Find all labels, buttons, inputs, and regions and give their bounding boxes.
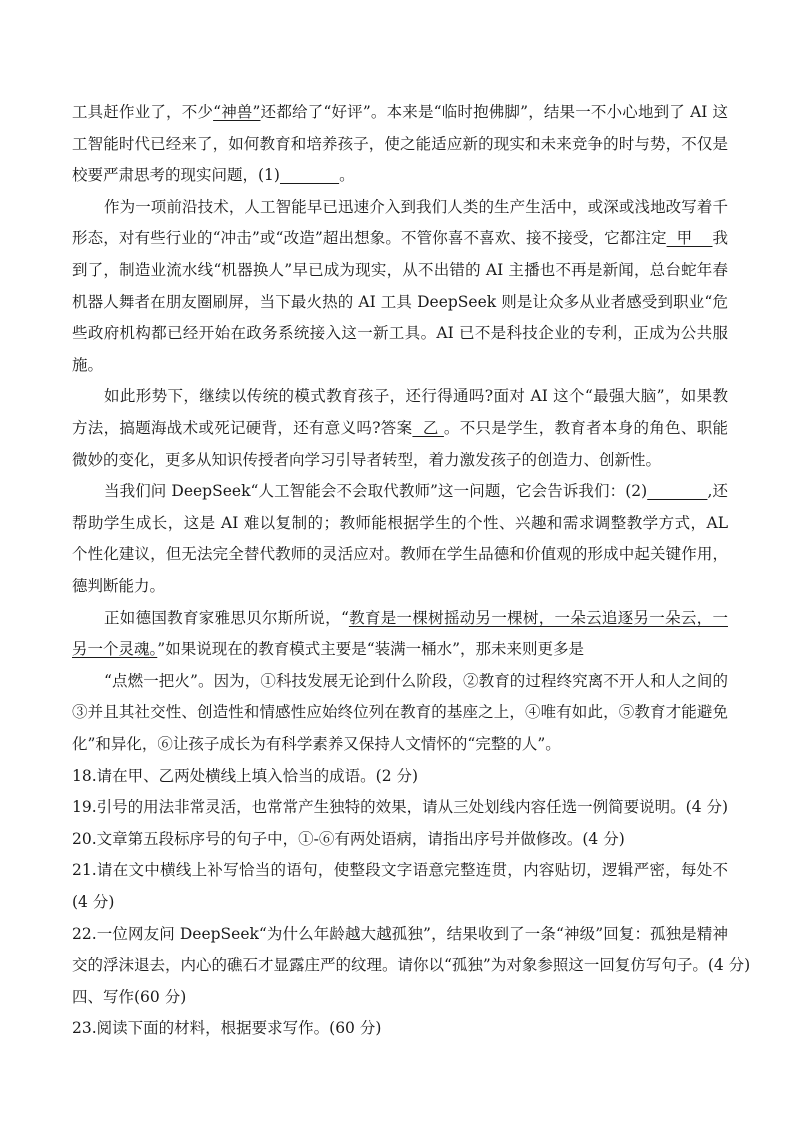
text-line [72, 322, 728, 344]
text-segment: 个性化建议，但无法完全替代教师的灵活应对。教师在学生品德和价值观的形成中起关键作用， [72, 545, 728, 564]
text-segment: ”如果说现在的教育模式主要是“装满一桶水”，那未来则更多是 [157, 640, 585, 659]
text-segment: 四、写作(60 分) [72, 987, 187, 1006]
text-line [72, 133, 728, 155]
underlined-text: “神兽” [213, 103, 261, 121]
text-line [72, 354, 728, 376]
text-segment: 我 [712, 229, 728, 248]
text-line [72, 986, 728, 1008]
underlined-text [647, 482, 707, 500]
text-segment: 。不只是学生，教育者本身的角色、职能 [443, 419, 728, 437]
text-segment: 作为一项前沿技术，人工智能早已迅速介入到我们人类的生产生活中，或深或浅地改写着千 [104, 197, 728, 216]
text-segment: 机器人舞者在朋友圈刷屏，当下最火热的 AI 工具 DeepSeek 则是让众多从业者感受到职业“危 [72, 292, 728, 311]
text-segment: 交的浮沫退去，内心的礁石才显露庄严的纹理。请你以“孤独”为对象参照这一回复仿写句子。(4 分) [72, 956, 751, 975]
text-line [72, 891, 728, 913]
text-segment: 23.阅读下面的材料，根据要求写作。(60 分) [72, 1019, 382, 1038]
text-segment: 到了，制造业流水线“机器换人”早已成为现实，从不出错的 AI 主播也不再是新闻，总台蛇年春 [72, 261, 728, 279]
text-line [72, 733, 728, 755]
text-line [72, 954, 751, 976]
text-segment: (4 分) [72, 893, 115, 911]
text-segment: 当我们问 DeepSeek“人工智能会不会取代教师”这一问题，它会告诉我们：(2) [104, 482, 648, 501]
text-line [72, 701, 728, 723]
text-segment: ,还 [707, 482, 728, 501]
text-line [104, 480, 728, 502]
text-segment: 方法，搞题海战术或死记硬背，还有意义吗?答案 [72, 419, 413, 437]
text-line [72, 164, 728, 186]
text-segment: 施。 [72, 355, 104, 374]
text-segment: 19.引号的用法非常灵活，也常常产生独特的效果，请从三处划线内容任选一例简要说明。(4 分) [72, 798, 729, 817]
text-line [72, 765, 728, 787]
text-segment: 如此形势下，继续以传统的模式教育孩子，还行得通吗?面对 AI 这个“最强大脑”，如果教 [104, 387, 728, 406]
text-segment: 22.一位网友问 DeepSeek“为什么年龄越大越孤独”，结果收到了一条“神级”回复：孤独是精神 [72, 924, 728, 943]
text-line [72, 923, 728, 945]
underlined-text: 教育是一棵树摇动另一棵树，一朵云追逐另一朵云，一 [348, 608, 728, 627]
text-line [72, 543, 728, 565]
text-line [72, 259, 728, 281]
text-segment: 形态，对有些行业的“冲击”或“改造”超出想象。不管你喜不喜欢、接不接受，它都注定 [72, 229, 667, 248]
text-line [104, 670, 728, 692]
text-line [72, 449, 728, 471]
text-segment: 德判断能力。 [72, 577, 166, 595]
text-segment: 些政府机构都已经开始在政务系统接入这一新工具。AI 已不是科技企业的专利，正成为公共服 [72, 324, 728, 343]
text-line [104, 196, 728, 218]
text-line [72, 512, 728, 534]
text-segment: 微妙的变化，更多从知识传授者向学习引导者转型，着力激发孩子的创造力、创新性。 [72, 450, 662, 469]
text-line [72, 828, 728, 850]
text-segment: ③并且其社交性、创造性和情感性应始终位列在教育的基座之上，④唯有如此，⑤教育才能避免 [72, 703, 728, 722]
text-segment: 正如德国教育家雅思贝尔斯所说，“ [104, 608, 349, 627]
text-segment: 。 [339, 166, 355, 185]
text-line [72, 227, 728, 249]
text-segment: 校要严肃思考的现实问题，(1) [72, 166, 280, 185]
underlined-text [280, 166, 339, 184]
text-segment: 20.文章第五段标序号的句子中，①-⑥有两处语病，请指出序号并做修改。(4 分) [72, 829, 625, 848]
text-segment: 工具赶作业了，不少 [72, 103, 214, 121]
text-segment: 18.请在甲、乙两处横线上填入恰当的成语。(2 分) [72, 766, 419, 785]
text-line [72, 575, 728, 597]
underlined-text: 另一个灵魂。 [72, 640, 158, 659]
text-segment: 帮助学生成长，这是 AI 难以复制的；教师能根据学生的个性、兴趣和需求调整教学方式，AL [72, 513, 728, 532]
underlined-text: 乙 [412, 419, 444, 437]
text-line [72, 417, 728, 439]
text-line [72, 291, 728, 313]
text-line [72, 796, 728, 818]
text-line [104, 385, 728, 407]
text-line [72, 859, 728, 881]
text-segment: 21.请在文中横线上补写恰当的语句，使整段文字语意完整连贯，内容贴切，逻辑严密，每处不 [72, 861, 728, 880]
text-segment: “点燃一把火”。因为，①科技发展无论到什么阶段，②教育的过程终究离不开人和人之间的 [104, 671, 728, 690]
text-line [72, 638, 728, 660]
text-line [72, 1017, 728, 1039]
underlined-text: 甲 [666, 229, 713, 248]
text-segment: 还都给了“好评”。本来是“临时抱佛脚”，结果一不小心地到了 AI 这 [260, 103, 728, 121]
text-line [104, 607, 728, 629]
text-segment: 化”和异化，⑥让孩子成长为有科学素养又保持人文情怀的“完整的人”。 [72, 735, 561, 753]
text-segment: 工智能时代已经来了，如何教育和培养孩子，使之能适应新的现实和未来竞争的时与势，不仅是 [72, 134, 728, 153]
text-line [72, 101, 728, 123]
